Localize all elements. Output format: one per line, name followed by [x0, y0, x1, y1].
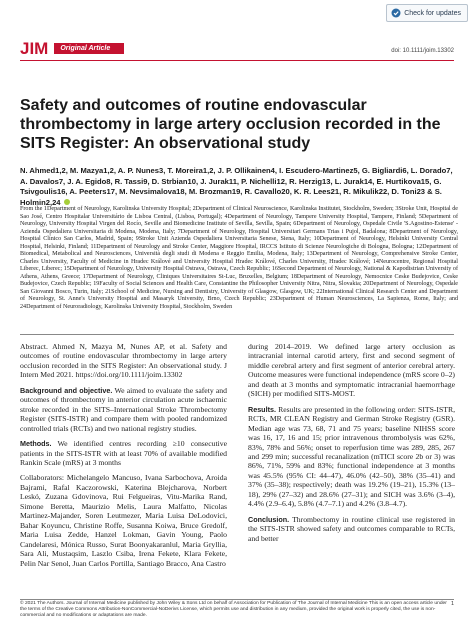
methods-label: Methods. — [20, 439, 52, 449]
background-text: We aimed to evaluate the safety and outcomes of thrombectomy in anterior circulation acute ischaemic stroke recorded in the SITS–International Stroke Thrombectomy Register (SITS-ISTR) and compare them with pooled randomized controlled trials (RCTs) and two national registry studies. — [20, 385, 227, 433]
footer-divider — [20, 599, 454, 600]
author-names: N. Ahmed1,2, M. Mazya1,2, A. P. Nunes3, T. Moreira1,2, J. P. Ollikainen4, I. Escudero-Martinez5, G. Bigliardi6, L. Dorado7, A. Davalos7, J. A. Egido8, R. Tassi9, D. Strbian10, J. Jurak11, P. Nichelli12, R. Herzig13, L. Jurak14, E. Hurtikova15, G. Tsivgoulis16, A. Peeters17, M. Nevsimalova18, M. Brozman19, R. Cavallo20, K. R. Lees21, R. Mikulik22, D. Toni23 & S. Holmin2,24 — [20, 166, 453, 207]
background-label: Background and objective. — [20, 385, 113, 395]
page-number: 1 — [450, 601, 454, 607]
journal-header — [20, 40, 124, 57]
background-paragraph — [20, 386, 227, 433]
article-title: Safety and outcomes of routine endovascular thrombectomy in large artery occlusion recorded in the SITS Register: An observational study — [20, 97, 441, 152]
doi-link[interactable]: doi: 10.1111/joim.13302 — [391, 48, 454, 54]
header-divider — [20, 60, 454, 61]
intro-text: during 2014–2019. We defined large artery occlusion as intracranial internal carotid artery, first and second segment of middle cerebral artery and first segment of anterior cerebral artery. Outcome measures were functional independence (mRS score 0–2) and death at 3 months and symptomatic intracranial haemorrhage (SICH) per modified SITS-MOST. — [248, 342, 455, 399]
journal-logo: JIM — [20, 39, 49, 58]
check-for-updates-label: Check for updates — [404, 9, 461, 17]
license-footer: © 2021 The Authors. Journal of Internal Medicine published by John Wiley & Sons Ltd on behalf of Association for Publication of The Journal of Internal Medicine This is an open access article under the terms of the Creative Commons Attribution-NonCommercial-NoDerivs License, which permits use and distribution in any medium, provided the original work is properly cited, the use is non-commercial and no modifications or adaptations are made. — [20, 601, 447, 619]
results-label: Results. — [248, 404, 276, 414]
results-text: Results are presented in the following order: SITS-ISTR, RCTs, MR CLEAN Registry and German Stroke Registry (GSR). Median age was 73, 68, 71 and 75 years; baseline NIHSS score was 16, 17, 16 and 15; prior intravenous thrombolysis was 62%, 83%, 78% and 56%; onset to reperfusion time was 289, 285, 267 and 299 min; successful recanalization (mTICI score 2b or 3) was 86%, 71%, 59% and 83%; functional independence at 3 months was 45.5% (95% CI: 44–47), 46.0% (42–50), 38% (35–41) and 37% (35–38); respectively; death was 19.2% (19–21), 15.3% (13–18), 29% (27–32) and 28.6% (27–31); and SICH was 3.6% (3–4), 4.4% (2.9–6.4), 5.8% (4.7–7.1) and 4.2% (3.8–4.7). — [248, 404, 456, 509]
citation: Abstract. Ahmed N, Mazya M, Nunes AP, et al. Safety and outcomes of routine endovascular thrombectomy in large artery occlusion recorded in the SITS Register: An observational study. J Intern Med 2021. https://doi.org/10.1111/joim.13302 — [20, 342, 227, 380]
article-type-badge: Original Article — [54, 43, 124, 54]
abstract-divider — [20, 334, 454, 335]
collaborators: Collaborators: Michelangelo Mancuso, Ivana Sarbochova, Aroida Bajrami, Rafal Kaczorowski, Katerina Blejcharova, Norbert Leskó, Zuzana Gdovinova, Rui Felgueiras, Vitu-Marika Rand, Simone Beretta, Maurizio Melis, Laura Malfatto, Nicolas Martinez-Majander, Soren Leutmezer, Maria Luisa DeLodovici, Bahar Koyuncu, Christine Roffe, Susanna Koiwa, Bruce Gredolf, Maria Luisa Zedde, Hanzel Lokman, Gavin Young, Paolo Candelaresi, Mónica Russo, Surat Boonyakaranlul, Maria Gryllia, Sara Ali, Mustaqsim, Laszlo Csiba, Irena Fekete, Klara Fekete, Pelin Nar Senol, Juan Carlos Portilla, Santiago Bracco, Ana Castro — [20, 473, 227, 568]
abstract-right-column — [248, 342, 455, 549]
orcid-icon[interactable] — [64, 199, 70, 205]
affiliations: From the 1Department of Neurology, Karolinska University Hospital; 2Department of Clinical Neuroscience, Karolinska Institutet, Stockholm, Sweden; 3Stroke Unit, Hospital de Sao José, Centro Hospitalar Universitário de Lisboa Central, (Lisboa, Portugal); 4Department of Neurology, Tampere University Hospital, Tampere, Finland; 5Department of Neurology, University Hospital Virgen del Rocío, Seville and Biomedicine Institute of Sevilla, Sevilla, Spain; 6Department of Neurology, Ospedale Civile 'S.Agostino-Estense' - Azienda Ospedaliera Universitaria di Modena, Modena, Italy; 7Department of Neurology, Hospital Universitari Germans Trias i Pujol, Badalona; 8Department of Neurology, Hospital Clínico San Carlos, Madrid, Spain; 9Stroke Unit Azienda Ospedaliera Universitaria Senese, Siena, Italy; 10Department of Neurology, Helsinki University Central Hospital, Helsinki, Finland; 11Department of Neurology and Stroke Center, Maggiore Hospital, IRCCS Istituto di Scienze Neurologiche di Bologna, Bologna; 12Department of Biomedical, Metabolical and Neurosciences, Università degli studi di Modena e Reggio Emilia, Modena, Italy; 13Department of Neurology, Comprehensive Stroke Center, Charles University, Faculty of Medicine in Hradec Králové and University Hospital Hradec Králové, Charles University, Hradec Králové; 14Neurocentre, Regional Hospital Liberec, Liberec; 15Department of Neurology, University Hospital Ostrava, Ostrava, Czech Republic; 16Second Department of Neurology, National & Kapodistrian University of Athens, Athens, Greece; 17Department of Neurology, Cliniques Universitaires St-Luc, Bruxelles, Belgium; 18Department of Neurology, Nemocnice Ceske Budejovice, Ceske Budejovice, Czech Republic; 19Faculty of Social Sciences and Health Care, Constantine the Philosopher University Nitra, Nitra, Slovakia; 20Department of Neurology, Ospedale San Giovanni Bosco, Turin, Italy; 21School of Medicine, Nursing and Dentistry, University of Glasgow, Glasgow, UK; 22International Clinical Research Center and Department of Neurology, St. Anne's University Hospital and Masaryk University, Brno, Czech Republic; 23Department of Human Neurosciences, La Sapienza, Rome, Italy; and 24Department of Neuroradiology, Karolinska University Hospital, Stockholm, Sweden — [20, 206, 458, 310]
conclusion-label: Conclusion. — [248, 514, 290, 524]
methods-text: We identified centres recording ≥10 consecutive patients in the SITS-ISTR with at least 70% of available modified Rankin Scale (mRS) at 3 months — [20, 439, 227, 467]
conclusion-text: Thrombectomy in routine clinical use registered in the SITS-ISTR showed safety and outcomes comparable to RCTs, and better — [248, 514, 455, 543]
check-for-updates-button[interactable] — [386, 4, 468, 22]
check-for-updates-icon — [391, 8, 401, 18]
methods-paragraph — [20, 439, 227, 467]
conclusion-paragraph — [248, 515, 455, 543]
results-paragraph — [248, 405, 455, 509]
abstract-left-column — [20, 342, 227, 574]
author-list — [20, 166, 458, 208]
